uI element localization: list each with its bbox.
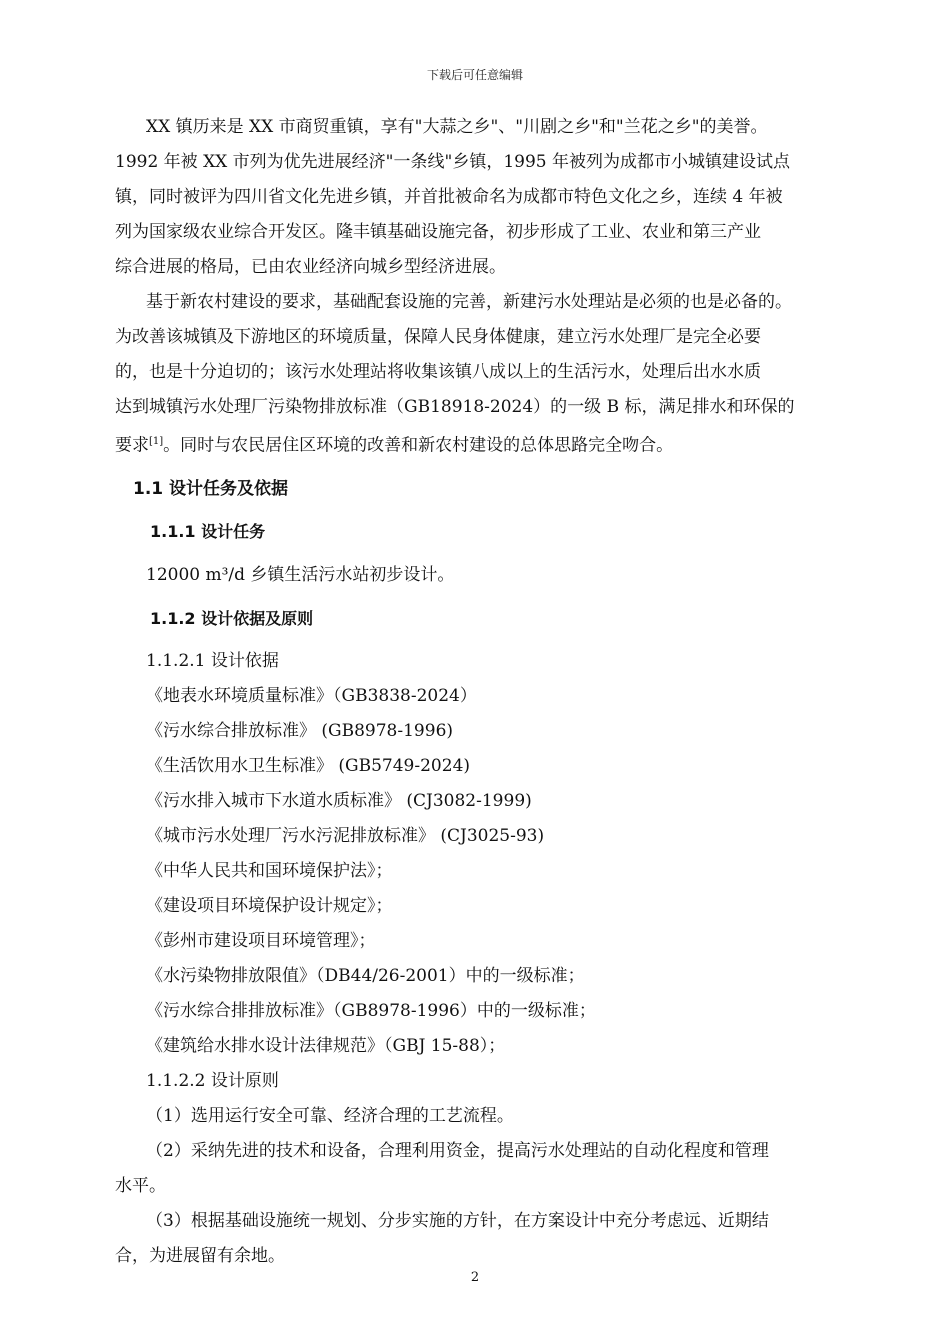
standard-item: 《污水排入城市下水道水质标准》 (CJ3082-1999) xyxy=(146,791,532,811)
paragraph-line: 镇，同时被评为四川省文化先进乡镇，并首批被命名为成都市特色文化之乡，连续 4 年被 xyxy=(115,187,783,207)
page-number: 2 xyxy=(470,1270,480,1285)
standard-item: 《生活饮用水卫生标准》 (GB5749-2024) xyxy=(146,756,471,776)
paragraph-line: 综合进展的格局，已由农业经济向城乡型经济进展。 xyxy=(115,257,506,277)
standard-item: 《城市污水处理厂污水污泥排放标准》 (CJ3025-93) xyxy=(146,826,545,846)
principle-line: 合，为进展留有余地。 xyxy=(115,1246,285,1266)
standard-item: 《建筑给水排水设计法律规范》（GBJ 15-88）； xyxy=(146,1036,506,1056)
standard-item: 《污水综合排排放标准》（GB8978-1996）中的一级标准； xyxy=(146,1001,596,1021)
subsection-title-basis: 1.1.2.1 设计依据 xyxy=(146,651,279,671)
paragraph-line: 1992 年被 XX 市列为优先进展经济"一条线"乡镇，1995 年被列为成都市小城镇建设试点 xyxy=(115,152,790,172)
principle-line: （1）选用运行安全可靠、经济合理的工艺流程。 xyxy=(146,1106,514,1126)
standard-item: 《建设项目环境保护设计规定》； xyxy=(146,896,393,916)
standard-item: 《水污染物排放限值》（DB44/26-2001）中的一级标准； xyxy=(146,966,585,986)
principle-line: （3）根据基础设施统一规划、分步实施的方针，在方案设计中充分考虑远、近期结 xyxy=(146,1211,769,1231)
task-text: 12000 m³/d 乡镇生活污水站初步设计。 xyxy=(146,565,455,585)
standard-item: 《污水综合排放标准》 (GB8978-1996) xyxy=(146,721,454,741)
standard-item: 《彭州市建设项目环境管理》； xyxy=(146,931,376,951)
principle-line: （2）采纳先进的技术和设备，合理利用资金，提高污水处理站的自动化程度和管理 xyxy=(146,1141,769,1161)
standard-item: 《中华人民共和国环境保护法》； xyxy=(146,861,393,881)
section-heading-1-1: 1.1 设计任务及依据 xyxy=(133,479,289,499)
principle-line: 水平。 xyxy=(115,1176,166,1196)
paragraph-line-with-citation xyxy=(115,431,673,457)
text-segment: 。同时与农民居住区环境的改善和新农村建设的总体思路完全吻合。 xyxy=(163,435,674,456)
section-heading-1-1-2: 1.1.2 设计依据及原则 xyxy=(150,609,314,628)
paragraph-line: 为改善该城镇及下游地区的环境质量，保障人民身体健康，建立污水处理厂是完全必要 xyxy=(115,327,761,347)
paragraph-line: 列为国家级农业综合开发区。隆丰镇基础设施完备，初步形成了工业、农业和第三产业 xyxy=(115,222,761,242)
paragraph-line: 达到城镇污水处理厂污染物排放标准（GB18918-2024）的一级 B 标，满足排水和环保的 xyxy=(115,397,795,417)
paragraph-line: XX 镇历来是 XX 市商贸重镇，享有"大蒜之乡"、"川剧之乡"和"兰花之乡"的美誉。 xyxy=(146,117,768,137)
paragraph-line: 的，也是十分迫切的；该污水处理站将收集该镇八成以上的生活污水，处理后出水水质 xyxy=(115,362,761,382)
page-header: 下载后可任意编辑 xyxy=(426,68,523,82)
section-heading-1-1-1: 1.1.1 设计任务 xyxy=(150,522,266,541)
citation-marker[interactable]: [1] xyxy=(149,436,164,447)
paragraph-line: 基于新农村建设的要求，基础配套设施的完善，新建污水处理站是必须的也是必备的。 xyxy=(146,292,792,312)
subsection-title-principles: 1.1.2.2 设计原则 xyxy=(146,1071,279,1091)
text-segment: 要求 xyxy=(115,435,149,456)
standard-item: 《地表水环境质量标准》（GB3838-2024） xyxy=(146,686,477,706)
